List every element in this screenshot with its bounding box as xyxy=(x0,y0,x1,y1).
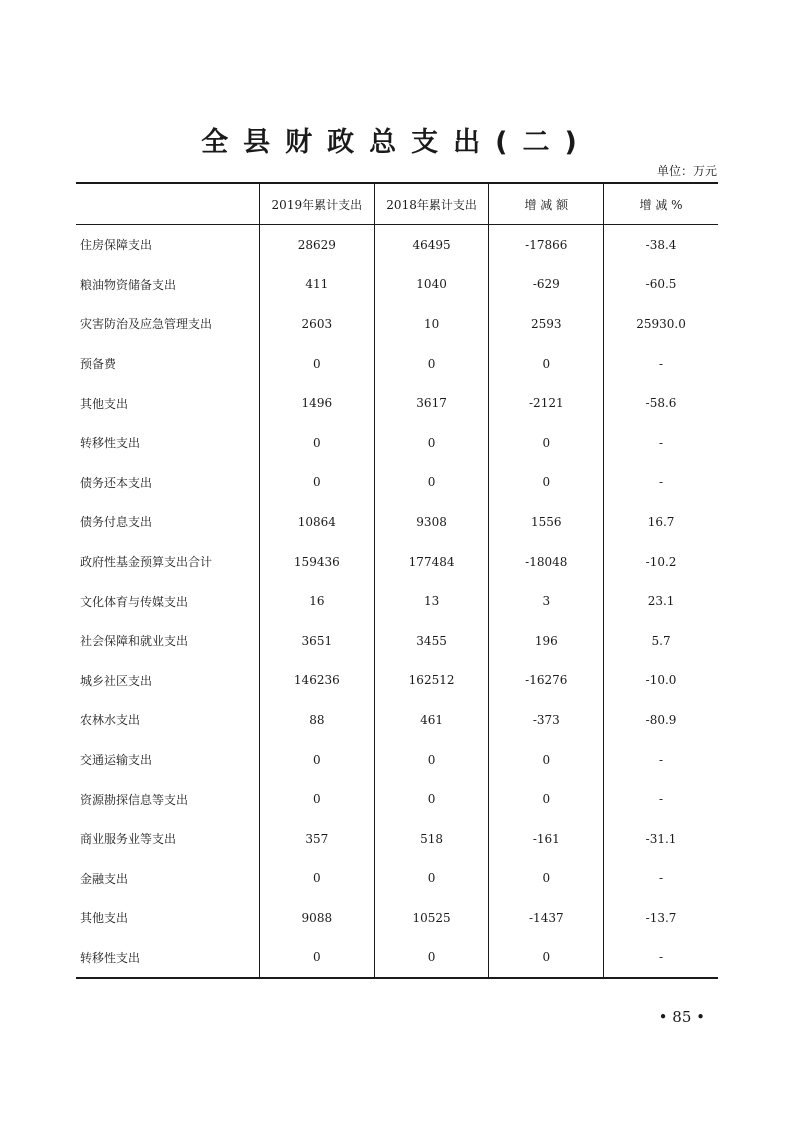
table-row xyxy=(76,740,718,780)
value-2019-cell: 159436 xyxy=(259,542,374,582)
value-2019-cell: 16 xyxy=(259,581,374,621)
item-name-cell: 政府性基金预算支出合计 xyxy=(80,555,213,570)
header-2018: 2018年累计支出 xyxy=(374,183,489,225)
item-name-cell: 其他支出 xyxy=(80,396,129,411)
value-2018-cell: 0 xyxy=(374,463,489,503)
item-name-cell: 债务还本支出 xyxy=(80,475,153,490)
change-amount-cell: 0 xyxy=(489,779,604,819)
page-number: • 85 • xyxy=(658,1008,705,1026)
change-percent-cell: 23.1 xyxy=(604,581,718,621)
item-name-cell: 灾害防治及应急管理支出 xyxy=(80,317,213,332)
value-2019-cell: 146236 xyxy=(259,661,374,701)
change-percent-cell: - xyxy=(604,344,718,384)
value-2018-cell: 0 xyxy=(374,938,489,979)
change-percent-cell: -10.0 xyxy=(604,661,718,701)
header-row xyxy=(76,183,718,225)
change-percent-cell: -10.2 xyxy=(604,542,718,582)
value-2018-cell: 3455 xyxy=(374,621,489,661)
table-row xyxy=(76,621,718,661)
change-percent-cell: -38.4 xyxy=(604,225,718,265)
item-name-cell: 农林水支出 xyxy=(80,713,141,728)
change-percent-cell: - xyxy=(604,463,718,503)
item-name-cell: 金融支出 xyxy=(80,871,129,886)
expenditure-table-container xyxy=(76,182,718,979)
table-row xyxy=(76,938,718,979)
change-amount-cell: -629 xyxy=(489,265,604,305)
item-name-cell: 转移性支出 xyxy=(76,938,259,979)
change-percent-cell: - xyxy=(604,740,718,780)
change-percent-cell: - xyxy=(604,859,718,899)
value-2019-cell: 10864 xyxy=(259,502,374,542)
change-amount-cell: -2121 xyxy=(489,383,604,423)
change-amount-cell: -161 xyxy=(489,819,604,859)
value-2018-cell: 0 xyxy=(374,779,489,819)
change-percent-cell: -31.1 xyxy=(604,819,718,859)
change-amount-cell: 0 xyxy=(489,423,604,463)
change-amount-cell: 2593 xyxy=(489,304,604,344)
item-name-cell: 资源勘探信息等支出 xyxy=(80,792,189,807)
item-name-cell: 交通运输支出 xyxy=(80,753,153,768)
value-2019-cell: 0 xyxy=(259,463,374,503)
table-row xyxy=(76,265,718,305)
header-change-percent: 增 减 % xyxy=(604,183,718,225)
value-2018-cell: 162512 xyxy=(374,661,489,701)
value-2019-cell: 9088 xyxy=(259,898,374,938)
table-row xyxy=(76,383,718,423)
table-row xyxy=(76,225,718,265)
change-amount-cell: -16276 xyxy=(489,661,604,701)
change-percent-cell: 25930.0 xyxy=(604,304,718,344)
item-name-cell: 社会保障和就业支出 xyxy=(80,634,189,649)
unit-label: 单位：万元 xyxy=(656,164,717,178)
change-amount-cell: 0 xyxy=(489,859,604,899)
header-2019: 2019年累计支出 xyxy=(259,183,374,225)
change-amount-cell: 3 xyxy=(489,581,604,621)
change-amount-cell: -18048 xyxy=(489,542,604,582)
value-2018-cell: 177484 xyxy=(374,542,489,582)
change-amount-cell: -373 xyxy=(489,700,604,740)
table-row xyxy=(76,700,718,740)
value-2019-cell: 0 xyxy=(259,779,374,819)
value-2018-cell: 0 xyxy=(374,859,489,899)
table-row xyxy=(76,463,718,503)
value-2018-cell: 46495 xyxy=(374,225,489,265)
item-name-cell: 文化体育与传媒支出 xyxy=(80,594,189,609)
value-2018-cell: 461 xyxy=(374,700,489,740)
value-2019-cell: 0 xyxy=(259,740,374,780)
change-amount-cell: 1556 xyxy=(489,502,604,542)
value-2019-cell: 1496 xyxy=(259,383,374,423)
table-row xyxy=(76,423,718,463)
value-2019-cell: 357 xyxy=(259,819,374,859)
change-percent-cell: - xyxy=(604,779,718,819)
value-2018-cell: 10525 xyxy=(374,898,489,938)
table-row xyxy=(76,304,718,344)
value-2019-cell: 0 xyxy=(259,859,374,899)
change-amount-cell: 196 xyxy=(489,621,604,661)
change-percent-cell: -13.7 xyxy=(604,898,718,938)
change-percent-cell: - xyxy=(604,938,718,979)
table-row xyxy=(76,542,718,582)
value-2019-cell: 0 xyxy=(259,423,374,463)
change-percent-cell: - xyxy=(604,423,718,463)
table-row xyxy=(76,344,718,384)
item-name-cell: 商业服务业等支出 xyxy=(80,832,177,847)
change-percent-cell: -60.5 xyxy=(604,265,718,305)
value-2018-cell: 1040 xyxy=(374,265,489,305)
table-row xyxy=(76,898,718,938)
value-2018-cell: 0 xyxy=(374,740,489,780)
value-2019-cell: 0 xyxy=(259,938,374,979)
item-name-cell: 债务付息支出 xyxy=(80,515,153,530)
table-body xyxy=(76,225,718,979)
value-2018-cell: 518 xyxy=(374,819,489,859)
change-percent-cell: -80.9 xyxy=(604,700,718,740)
table-row xyxy=(76,661,718,701)
value-2018-cell: 10 xyxy=(374,304,489,344)
value-2019-cell: 88 xyxy=(259,700,374,740)
change-amount-cell: -1437 xyxy=(489,898,604,938)
item-name-cell: 其他支出 xyxy=(80,911,129,926)
value-2018-cell: 0 xyxy=(374,423,489,463)
table-row xyxy=(76,859,718,899)
item-name-cell: 粮油物资储备支出 xyxy=(80,277,177,292)
value-2018-cell: 0 xyxy=(374,344,489,384)
change-amount-cell: -17866 xyxy=(489,225,604,265)
value-2019-cell: 0 xyxy=(259,344,374,384)
page-title: 全县财政总支出(二) xyxy=(201,127,592,158)
table-row xyxy=(76,819,718,859)
value-2018-cell: 9308 xyxy=(374,502,489,542)
header-change-amount: 增 减 额 xyxy=(489,183,604,225)
value-2019-cell: 411 xyxy=(259,265,374,305)
value-2019-cell: 28629 xyxy=(259,225,374,265)
item-name-cell: 住房保障支出 xyxy=(80,238,153,253)
change-amount-cell: 0 xyxy=(489,463,604,503)
table-row xyxy=(76,502,718,542)
value-2019-cell: 2603 xyxy=(259,304,374,344)
value-2019-cell: 3651 xyxy=(259,621,374,661)
change-percent-cell: 16.7 xyxy=(604,502,718,542)
change-amount-cell: 0 xyxy=(489,344,604,384)
value-2018-cell: 3617 xyxy=(374,383,489,423)
item-name-cell: 预备费 xyxy=(80,357,117,372)
item-name-cell: 城乡社区支出 xyxy=(80,673,153,688)
value-2018-cell: 13 xyxy=(374,581,489,621)
change-percent-cell: 5.7 xyxy=(604,621,718,661)
table-row xyxy=(76,581,718,621)
item-name-cell: 转移性支出 xyxy=(80,436,141,451)
table-header xyxy=(76,183,718,225)
change-amount-cell: 0 xyxy=(489,938,604,979)
header-item xyxy=(76,183,259,225)
change-percent-cell: -58.6 xyxy=(604,383,718,423)
expenditure-table xyxy=(76,182,718,979)
change-amount-cell: 0 xyxy=(489,740,604,780)
table-row xyxy=(76,779,718,819)
